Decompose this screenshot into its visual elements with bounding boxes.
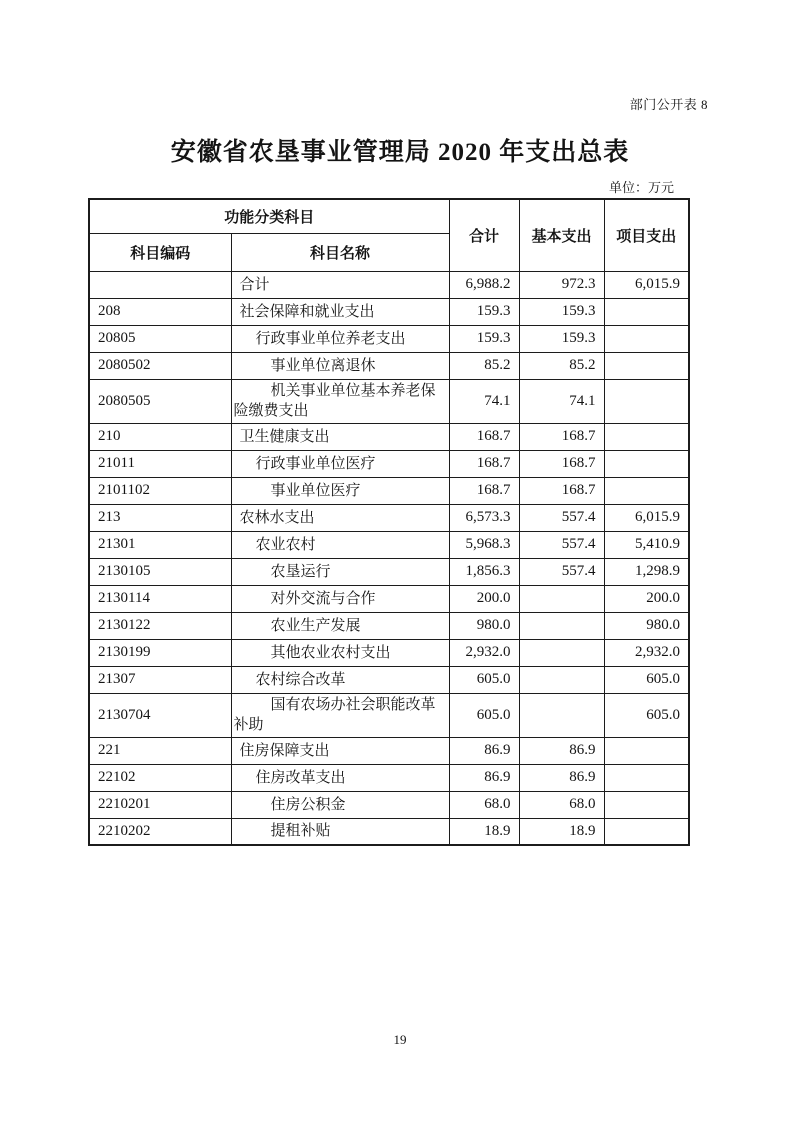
row-total: 86.9 [449, 764, 519, 791]
row-name: 对外交流与合作 [231, 585, 449, 612]
row-total: 2,932.0 [449, 639, 519, 666]
row-total: 980.0 [449, 612, 519, 639]
row-code: 2130114 [89, 585, 231, 612]
row-project: 200.0 [604, 585, 689, 612]
row-total: 200.0 [449, 585, 519, 612]
table-row [89, 423, 689, 450]
table-row [89, 558, 689, 585]
row-name: 合计 [231, 271, 449, 298]
row-total: 6,573.3 [449, 504, 519, 531]
header-project-expenditure: 项目支出 [604, 199, 689, 271]
row-name: 农林水支出 [231, 504, 449, 531]
row-name: 农业生产发展 [231, 612, 449, 639]
unit-note: 单位：万元 [608, 180, 674, 195]
row-name: 事业单位离退休 [231, 352, 449, 379]
row-project: 6,015.9 [604, 271, 689, 298]
row-total: 605.0 [449, 693, 519, 737]
table-body [89, 271, 689, 845]
row-total: 68.0 [449, 791, 519, 818]
row-project: 980.0 [604, 612, 689, 639]
table-row [89, 298, 689, 325]
row-project [604, 450, 689, 477]
table-row [89, 477, 689, 504]
row-code: 22102 [89, 764, 231, 791]
row-basic: 85.2 [519, 352, 604, 379]
row-name: 卫生健康支出 [231, 423, 449, 450]
row-total: 5,968.3 [449, 531, 519, 558]
row-code: 210 [89, 423, 231, 450]
row-code: 2080505 [89, 379, 231, 423]
table-row [89, 271, 689, 298]
row-basic [519, 585, 604, 612]
row-basic: 86.9 [519, 764, 604, 791]
row-code: 2080502 [89, 352, 231, 379]
page-title: 安徽省农垦事业管理局 2020 年支出总表 [170, 139, 630, 166]
row-code: 2130199 [89, 639, 231, 666]
row-code: 20805 [89, 325, 231, 352]
row-project [604, 737, 689, 764]
row-project [604, 379, 689, 423]
row-basic [519, 666, 604, 693]
row-basic: 557.4 [519, 531, 604, 558]
row-basic [519, 612, 604, 639]
row-total: 168.7 [449, 450, 519, 477]
row-project: 1,298.9 [604, 558, 689, 585]
table-row [89, 639, 689, 666]
row-basic: 557.4 [519, 504, 604, 531]
row-name: 农业农村 [231, 531, 449, 558]
row-total: 168.7 [449, 477, 519, 504]
row-code: 2210202 [89, 818, 231, 845]
row-total: 159.3 [449, 325, 519, 352]
row-basic: 18.9 [519, 818, 604, 845]
row-code: 21307 [89, 666, 231, 693]
table-row [89, 764, 689, 791]
row-total: 74.1 [449, 379, 519, 423]
row-basic [519, 639, 604, 666]
row-code: 2130105 [89, 558, 231, 585]
row-name: 提租补贴 [231, 818, 449, 845]
row-project: 5,410.9 [604, 531, 689, 558]
row-basic [519, 693, 604, 737]
row-total: 18.9 [449, 818, 519, 845]
row-basic: 159.3 [519, 298, 604, 325]
table-row [89, 612, 689, 639]
row-project: 6,015.9 [604, 504, 689, 531]
row-code [89, 271, 231, 298]
row-basic: 74.1 [519, 379, 604, 423]
doc-label: 部门公开表 8 [629, 97, 708, 112]
row-project [604, 352, 689, 379]
row-total: 85.2 [449, 352, 519, 379]
row-project [604, 325, 689, 352]
row-basic: 168.7 [519, 423, 604, 450]
table-row [89, 504, 689, 531]
row-name: 住房保障支出 [231, 737, 449, 764]
table-row [89, 352, 689, 379]
page-number: 19 [393, 1032, 407, 1047]
row-total: 159.3 [449, 298, 519, 325]
row-code: 2101102 [89, 477, 231, 504]
row-project [604, 477, 689, 504]
row-name: 住房改革支出 [231, 764, 449, 791]
header-function-category: 功能分类科目 [89, 199, 449, 233]
row-project: 605.0 [604, 693, 689, 737]
table-row [89, 379, 689, 423]
expenditure-table [88, 198, 690, 846]
row-code: 21301 [89, 531, 231, 558]
row-project [604, 298, 689, 325]
table-row [89, 737, 689, 764]
row-name: 住房公积金 [231, 791, 449, 818]
row-project [604, 818, 689, 845]
table-header [89, 199, 689, 271]
row-name: 农垦运行 [231, 558, 449, 585]
row-code: 221 [89, 737, 231, 764]
row-name: 其他农业农村支出 [231, 639, 449, 666]
row-basic: 68.0 [519, 791, 604, 818]
row-project [604, 423, 689, 450]
row-basic: 168.7 [519, 450, 604, 477]
table-row [89, 818, 689, 845]
table-row [89, 693, 689, 737]
row-basic: 972.3 [519, 271, 604, 298]
row-code: 213 [89, 504, 231, 531]
row-code: 21011 [89, 450, 231, 477]
row-project [604, 764, 689, 791]
table-row [89, 791, 689, 818]
row-name: 国有农场办社会职能改革补助 [231, 693, 449, 737]
row-project: 605.0 [604, 666, 689, 693]
row-name: 行政事业单位医疗 [231, 450, 449, 477]
row-basic: 159.3 [519, 325, 604, 352]
row-code: 2210201 [89, 791, 231, 818]
row-code: 208 [89, 298, 231, 325]
row-total: 1,856.3 [449, 558, 519, 585]
table-row [89, 585, 689, 612]
table-row [89, 325, 689, 352]
row-name: 事业单位医疗 [231, 477, 449, 504]
row-total: 168.7 [449, 423, 519, 450]
row-total: 6,988.2 [449, 271, 519, 298]
table-row [89, 666, 689, 693]
header-subject-name: 科目名称 [231, 233, 449, 271]
row-code: 2130704 [89, 693, 231, 737]
row-name: 行政事业单位养老支出 [231, 325, 449, 352]
table-row [89, 450, 689, 477]
row-total: 605.0 [449, 666, 519, 693]
row-project [604, 791, 689, 818]
row-name: 农村综合改革 [231, 666, 449, 693]
row-project: 2,932.0 [604, 639, 689, 666]
header-basic-expenditure: 基本支出 [519, 199, 604, 271]
header-total: 合计 [449, 199, 519, 271]
row-name: 社会保障和就业支出 [231, 298, 449, 325]
row-code: 2130122 [89, 612, 231, 639]
row-basic: 86.9 [519, 737, 604, 764]
row-total: 86.9 [449, 737, 519, 764]
row-basic: 557.4 [519, 558, 604, 585]
table-row [89, 531, 689, 558]
row-basic: 168.7 [519, 477, 604, 504]
row-name: 机关事业单位基本养老保险缴费支出 [231, 379, 449, 423]
header-subject-code: 科目编码 [89, 233, 231, 271]
